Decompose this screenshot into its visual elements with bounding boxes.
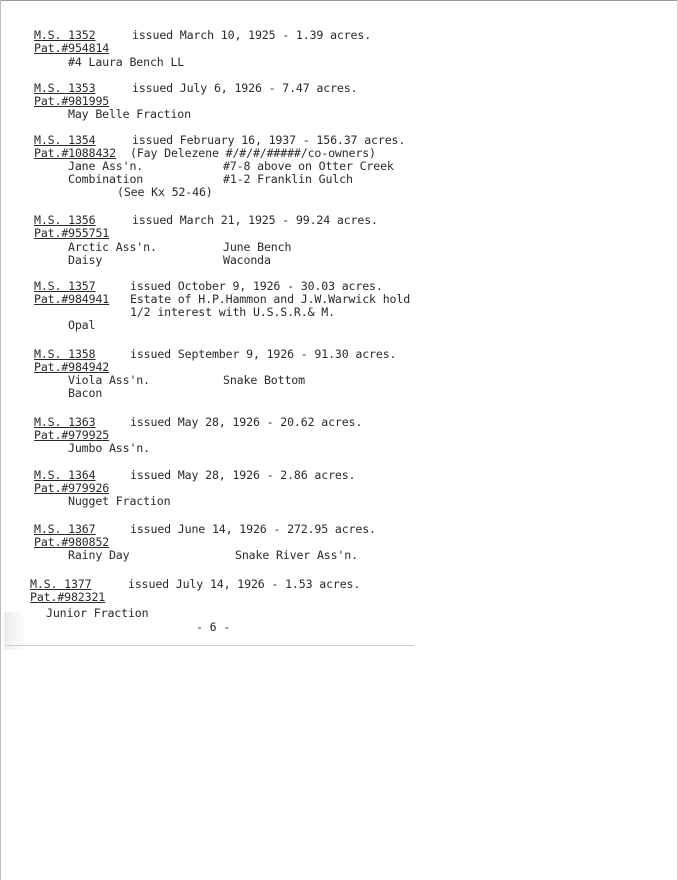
claim-name: May Belle Fraction <box>68 107 191 121</box>
claim-name: Snake Bottom <box>223 373 305 387</box>
mineral-survey-number: M.S. 1356 <box>34 213 96 227</box>
patent-number: Pat.#1088432 <box>34 146 116 160</box>
patent-note-continued: 1/2 interest with U.S.S.R.& M. <box>130 305 335 319</box>
claim-name: Junior Fraction <box>46 606 149 620</box>
mineral-survey-number: M.S. 1354 <box>34 133 96 147</box>
patent-number: Pat.#980852 <box>34 535 110 549</box>
issued-line: issued July 14, 1926 - 1.53 acres. <box>128 577 361 591</box>
mineral-survey-number: M.S. 1367 <box>34 522 96 536</box>
patent-number: Pat.#984941 <box>34 292 110 306</box>
claim-name: Viola Ass'n. <box>68 373 150 387</box>
issued-line: issued June 14, 1926 - 272.95 acres. <box>130 522 376 536</box>
issued-line: issued May 28, 1926 - 2.86 acres. <box>130 468 356 482</box>
mineral-survey-number: M.S. 1353 <box>34 81 96 95</box>
patent-note: Estate of H.P.Hammon and J.W.Warwick hold <box>130 292 411 306</box>
claim-name: Snake River Ass'n. <box>235 548 358 562</box>
claim-name: Arctic Ass'n. <box>68 240 157 254</box>
claim-name: #7-8 above on Otter Creek <box>223 159 394 173</box>
page-left-edge <box>0 0 1 880</box>
patent-number: Pat.#979925 <box>34 428 110 442</box>
claim-name: #1-2 Franklin Gulch <box>223 172 353 186</box>
claim-name: #4 Laura Bench LL <box>68 55 185 69</box>
issued-line: issued February 16, 1937 - 156.37 acres. <box>132 133 406 147</box>
claim-name: Jane Ass'n. <box>68 159 144 173</box>
issued-line: issued October 9, 1926 - 30.03 acres. <box>130 279 383 293</box>
mineral-survey-number: M.S. 1377 <box>30 577 92 591</box>
issued-line: issued September 9, 1926 - 91.30 acres. <box>130 347 397 361</box>
claim-name: Waconda <box>223 253 271 267</box>
mineral-survey-number: M.S. 1363 <box>34 415 96 429</box>
patent-number: Pat.#979926 <box>34 481 110 495</box>
page-top-edge <box>0 0 678 1</box>
mineral-survey-number: M.S. 1358 <box>34 347 96 361</box>
claim-name: Combination <box>68 172 144 186</box>
claim-name: Daisy <box>68 253 103 267</box>
issued-line: issued March 21, 1925 - 99.24 acres. <box>132 213 378 227</box>
mineral-survey-number: M.S. 1357 <box>34 279 96 293</box>
patent-note: (Fay Delezene #/#/#/#####/co-owners) <box>130 146 376 160</box>
patent-number: Pat.#984942 <box>34 360 110 374</box>
claim-name: Jumbo Ass'n. <box>68 441 150 455</box>
patent-number: Pat.#981995 <box>34 94 110 108</box>
claim-name: Bacon <box>68 386 103 400</box>
page-number: - 6 - <box>196 620 231 634</box>
patent-number: Pat.#954814 <box>34 41 110 55</box>
issued-line: issued March 10, 1925 - 1.39 acres. <box>132 28 372 42</box>
mineral-survey-number: M.S. 1352 <box>34 28 96 42</box>
patent-number: Pat.#955751 <box>34 226 110 240</box>
issued-line: issued July 6, 1926 - 7.47 acres. <box>132 81 358 95</box>
claim-name: Opal <box>68 318 96 332</box>
issued-line: issued May 28, 1926 - 20.62 acres. <box>130 415 363 429</box>
cross-reference: (See Kx 52-46) <box>117 185 213 199</box>
mineral-survey-number: M.S. 1364 <box>34 468 96 482</box>
claim-name: Rainy Day <box>68 548 130 562</box>
claim-name: June Bench <box>223 240 292 254</box>
page-bottom-rule <box>6 645 414 646</box>
patent-number: Pat.#982321 <box>30 590 106 604</box>
claim-name: Nugget Fraction <box>68 494 171 508</box>
